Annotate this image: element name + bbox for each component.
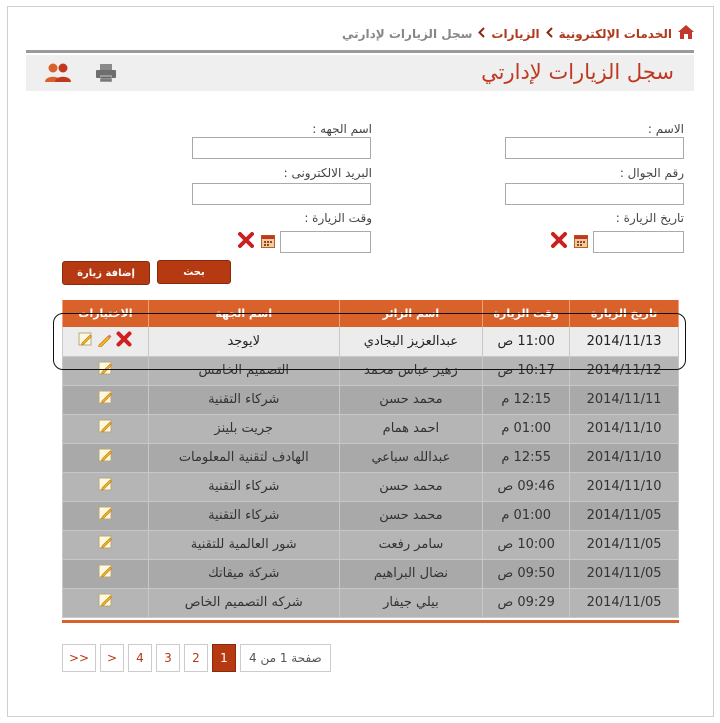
cell-time: 12:55 م (483, 443, 570, 472)
table-row (63, 356, 679, 385)
cell-actions (63, 356, 149, 385)
mobile-label: رقم الجوال : (619, 166, 684, 180)
add-visit-button[interactable]: إضافة زيارة (62, 261, 150, 285)
table-row (63, 443, 679, 472)
cell-date: 2014/11/10 (570, 472, 679, 501)
cell-date: 2014/11/05 (570, 588, 679, 617)
cell-date: 2014/11/10 (570, 414, 679, 443)
chevron-left-icon (546, 27, 553, 41)
breadcrumb-visits-link[interactable]: الزيارات (491, 26, 540, 41)
title-bar (26, 55, 694, 91)
table-row (63, 530, 679, 559)
cell-actions (63, 501, 149, 530)
cell-time: 11:00 ص (483, 327, 570, 356)
page-info: صفحة 1 من 4 (240, 644, 331, 672)
home-icon[interactable] (678, 24, 694, 43)
calendar-icon[interactable] (261, 233, 275, 247)
cell-date: 2014/11/05 (570, 559, 679, 588)
table-row (63, 327, 679, 356)
cell-visitor: عبدالعزيز البجادي (339, 327, 483, 356)
next-page-button[interactable]: > (100, 644, 124, 672)
cell-org: شركاء التقنية (148, 501, 339, 530)
edit-icon[interactable] (98, 448, 113, 467)
visit-date-label: تاريخ الزيارة : (615, 211, 684, 225)
cell-visitor: زهير عباس محمد (339, 356, 483, 385)
edit-icon[interactable] (98, 506, 113, 525)
edit-icon[interactable] (98, 593, 113, 612)
cell-visitor: بيلي جيفار (339, 588, 483, 617)
header-time[interactable]: وقت الزيارة (483, 300, 570, 327)
last-page-button[interactable]: >> (62, 644, 96, 672)
email-label: البريد الالكترونى : (283, 166, 372, 180)
breadcrumb-current: سجل الزيارات لإدارتي (341, 26, 473, 41)
cell-time: 10:17 ص (483, 356, 570, 385)
visits-table (62, 300, 679, 618)
header-date[interactable]: تاريخ الزيارة (570, 300, 679, 327)
cell-org: لايوجد (148, 327, 339, 356)
clear-x-icon[interactable] (238, 232, 254, 248)
name-input[interactable] (505, 137, 684, 159)
table-row (63, 588, 679, 617)
cell-actions (63, 385, 149, 414)
cell-actions (63, 327, 149, 356)
cell-visitor: محمد حسن (339, 472, 483, 501)
cell-time: 01:00 م (483, 501, 570, 530)
table-row (63, 385, 679, 414)
pagination (62, 644, 331, 672)
cell-org: شركاء التقنية (148, 472, 339, 501)
header-org[interactable]: اسم الجهة (148, 300, 339, 327)
calendar-icon[interactable] (574, 233, 588, 247)
cell-date: 2014/11/05 (570, 501, 679, 530)
page-3-button[interactable]: 3 (156, 644, 180, 672)
cell-time: 01:00 م (483, 414, 570, 443)
table-row (63, 559, 679, 588)
cell-date: 2014/11/05 (570, 530, 679, 559)
breadcrumb (342, 24, 694, 43)
cell-actions (63, 472, 149, 501)
delete-icon[interactable] (116, 331, 132, 351)
cell-visitor: احمد همام (339, 414, 483, 443)
cell-actions (63, 414, 149, 443)
cell-actions (63, 559, 149, 588)
chevron-left-icon (478, 27, 485, 41)
cell-actions (63, 530, 149, 559)
edit-icon[interactable] (98, 477, 113, 496)
pencil-icon[interactable] (97, 332, 112, 351)
cell-visitor: سامر رفعت (339, 530, 483, 559)
cell-visitor: عبدالله سباعي (339, 443, 483, 472)
visit-time-input[interactable] (280, 231, 371, 253)
org-label: اسم الجهه : (312, 122, 372, 136)
page-4-button[interactable]: 4 (128, 644, 152, 672)
clear-x-icon[interactable] (551, 232, 567, 248)
cell-date: 2014/11/12 (570, 356, 679, 385)
cell-visitor: نضال البراهيم (339, 559, 483, 588)
cell-org: شور العالمية للتقنية (148, 530, 339, 559)
email-input[interactable] (192, 183, 371, 205)
table-header-row (63, 300, 679, 327)
table-bottom-rule (62, 620, 679, 623)
edit-icon[interactable] (98, 419, 113, 438)
visit-time-label: وقت الزيارة : (304, 211, 372, 225)
page-2-button[interactable]: 2 (184, 644, 208, 672)
cell-visitor: محمد حسن (339, 385, 483, 414)
edit-icon[interactable] (98, 564, 113, 583)
cell-time: 12:15 م (483, 385, 570, 414)
header-options: الاختيارات (63, 300, 149, 327)
cell-date: 2014/11/11 (570, 385, 679, 414)
divider (26, 50, 694, 53)
cell-org: شركة ميقاتك (148, 559, 339, 588)
cell-date: 2014/11/10 (570, 443, 679, 472)
edit-icon[interactable] (98, 390, 113, 409)
cell-date: 2014/11/13 (570, 327, 679, 356)
table-row (63, 414, 679, 443)
table-row (63, 501, 679, 530)
cell-actions (63, 588, 149, 617)
cell-org: شركه التصميم الخاص (148, 588, 339, 617)
cell-visitor: محمد حسن (339, 501, 483, 530)
cell-org: جريت بلينز (148, 414, 339, 443)
name-label: الاسم : (647, 122, 684, 136)
page-1-button[interactable]: 1 (212, 644, 236, 672)
table-row (63, 472, 679, 501)
cell-time: 09:50 ص (483, 559, 570, 588)
edit-icon[interactable] (78, 332, 93, 351)
page-title: سجل الزيارات لإدارتي (481, 60, 674, 84)
cell-org: شركاء التقنية (148, 385, 339, 414)
cell-org: التصميم الخامس (148, 356, 339, 385)
cell-time: 09:46 ص (483, 472, 570, 501)
search-button[interactable]: بحث (157, 260, 231, 284)
edit-icon[interactable] (98, 535, 113, 554)
cell-actions (63, 443, 149, 472)
edit-icon[interactable] (98, 361, 113, 380)
breadcrumb-home-link[interactable]: الخدمات الإلكترونية (558, 26, 672, 41)
cell-org: الهادف لتقنية المعلومات (148, 443, 339, 472)
org-input[interactable] (192, 137, 371, 159)
header-visitor[interactable]: اسم الزائر (339, 300, 483, 327)
printer-icon[interactable] (92, 60, 120, 86)
users-icon[interactable] (44, 60, 72, 86)
cell-time: 09:29 ص (483, 588, 570, 617)
mobile-input[interactable] (505, 183, 684, 205)
cell-time: 10:00 ص (483, 530, 570, 559)
visit-date-input[interactable] (593, 231, 684, 253)
